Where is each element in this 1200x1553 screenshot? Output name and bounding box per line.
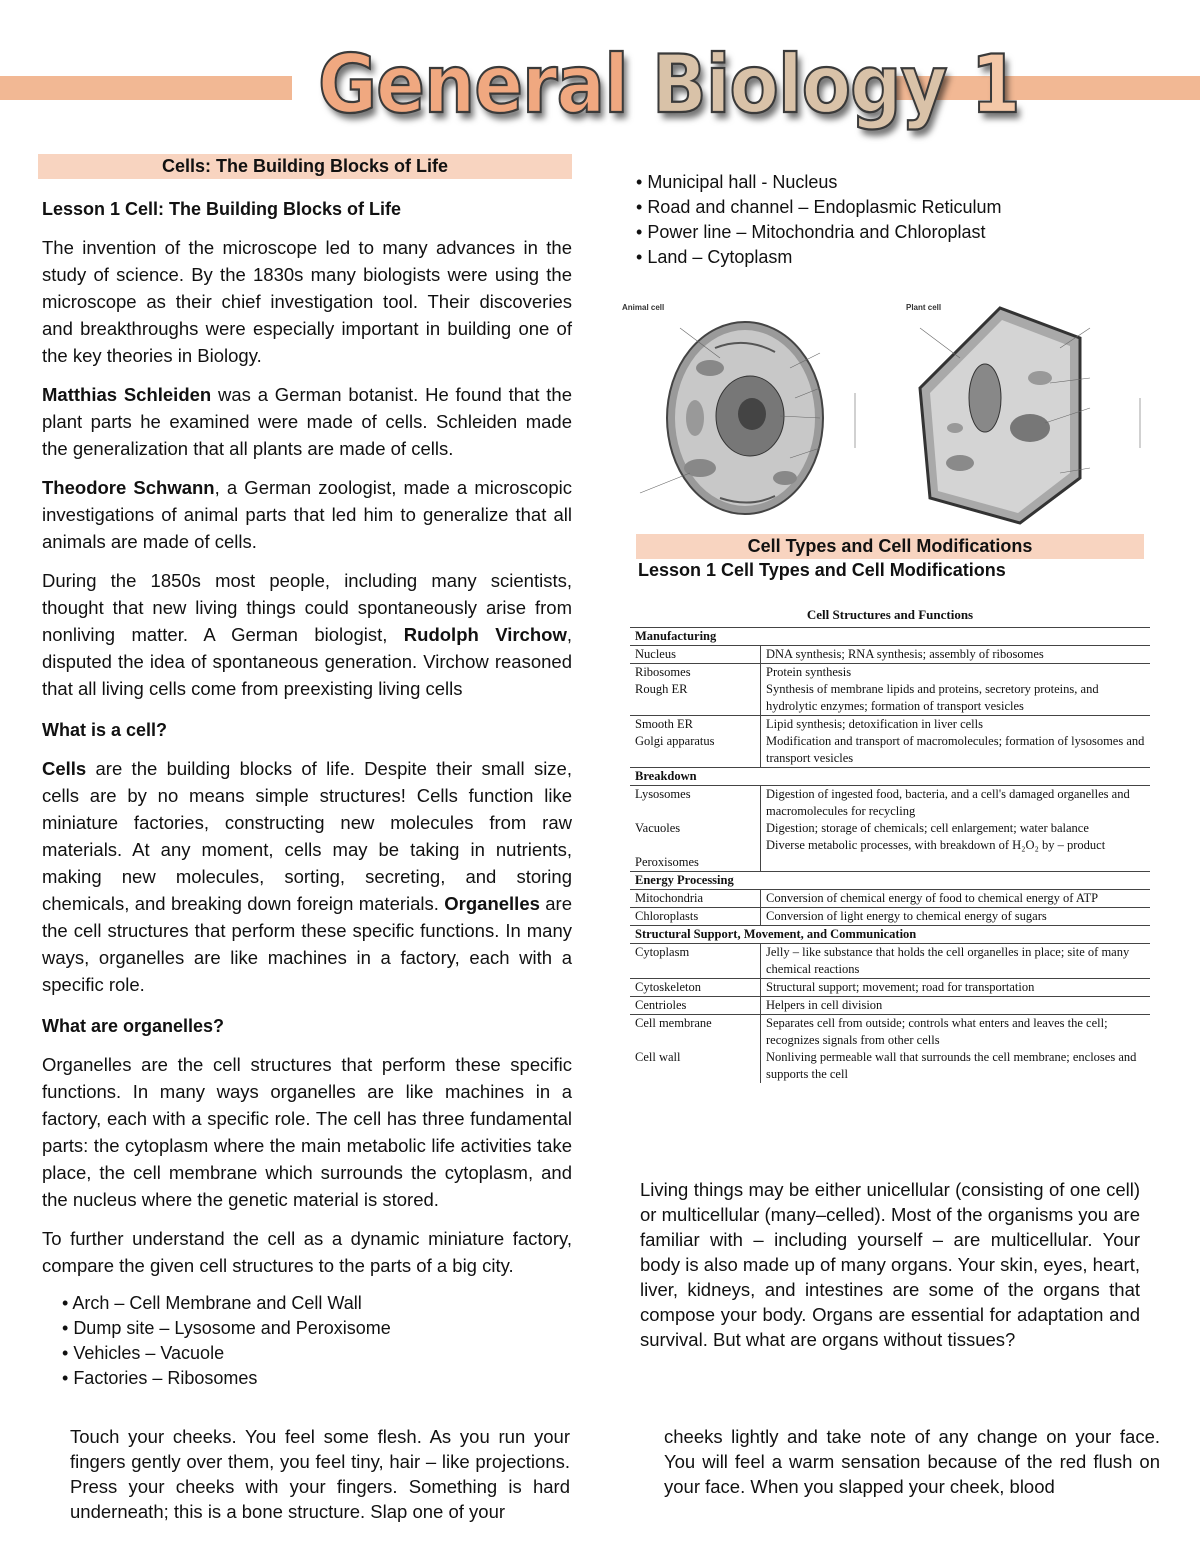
cell-diagrams xyxy=(620,298,1150,530)
animal-cell-label: Animal cell xyxy=(622,303,665,312)
table-group-row xyxy=(630,872,1150,890)
table-cell-function: Jelly – like substance that holds the cell organelles in place; site of many chemical reactions xyxy=(766,945,1130,976)
text-schwann: , a German zoologist, made a microscopic investigations of animal parts that led him to generalize that all animals are made of cells. xyxy=(42,477,572,552)
lesson-title: Lesson 1 Cell: The Building Blocks of Life xyxy=(42,199,402,219)
list-item: • Arch – Cell Membrane and Cell Wall xyxy=(62,1291,572,1316)
section-title-2: Cell Types and Cell Modifications xyxy=(636,534,1144,559)
paragraph-cheeks: cheeks lightly and take note of any change on your face. You will feel a warm sensation because of the red flush on your face. When you slapped your cheek, blood xyxy=(664,1426,1160,1497)
animal-cell-illustration xyxy=(667,322,823,514)
table-group-row xyxy=(630,628,1150,646)
table-row xyxy=(630,890,1150,908)
cell-structures-table xyxy=(630,602,1150,1083)
paragraph-organelles: Organelles are the cell structures that perform these specific functions. In many ways organelles are like machines in a factory, each with a specific role. The cell has three fundamental parts: the cytoplasm where the main metabolic life activities take place, the cell membrane which surrounds the cytoplasm, and the nucleus where the genetic material is stored. xyxy=(42,1054,572,1210)
table-cell-function: Helpers in cell division xyxy=(761,997,1151,1015)
term-organelles: Organelles xyxy=(444,893,540,914)
city-list-right xyxy=(636,170,1156,270)
heading-what-is-cell: What is a cell? xyxy=(42,720,168,740)
paragraph-microscope: The invention of the microscope led to many advances in the study of science. By the 1830s many biologists were using the microscope as their chief investigation tool. Their discoveries and breakthroughs were especially important in building one of the key theories in Biology. xyxy=(42,237,572,366)
text-cells-b: are the cell structures that perform these specific functions. In many ways, organelles are like machines in a factory, each with a specific role. xyxy=(42,893,572,995)
section-title: Cells: The Building Blocks of Life xyxy=(38,154,572,179)
list-item: • Factories – Ribosomes xyxy=(62,1366,572,1391)
paragraph-virchow xyxy=(42,567,572,702)
heading-what-are-organelles: What are organelles? xyxy=(42,1016,225,1036)
table-row xyxy=(630,664,1150,716)
text-virchow-b: , disputed the idea of spontaneous generation. Virchow reasoned that all living cells come from preexisting living cells xyxy=(42,624,572,699)
table-cell-structure: Smooth ER Golgi apparatus xyxy=(630,716,761,768)
table-row xyxy=(630,716,1150,768)
table-cell-function: Structural support; movement; road for transportation xyxy=(761,979,1151,997)
table-row xyxy=(630,979,1150,997)
table-row xyxy=(630,646,1150,664)
title-word-3: 1 xyxy=(970,36,1020,132)
list-item: • Land – Cytoplasm xyxy=(636,245,1156,270)
table-cell-function: Protein synthesis Synthesis of membrane lipids and proteins, secretory proteins, and hydrolytic enzymes; formation of transport vesicles xyxy=(761,664,1151,716)
list-item: • Dump site – Lysosome and Peroxisome xyxy=(62,1316,572,1341)
header-bar-left xyxy=(0,76,292,100)
text-cells-a: are the building blocks of life. Despite their small size, cells are by no means simple structures! Cells function like miniature factories, constructing new molecules from raw materials. At any moment, cells may be taking in nutrients, making new molecules, sorting, secreting, and storing chemicals, and breaking down foreign materials. xyxy=(42,758,572,914)
title-word-1: General xyxy=(318,36,628,132)
table-row xyxy=(630,1015,1150,1084)
table-row xyxy=(630,997,1150,1015)
table-cell-structure: Lysosomes Vacuoles Peroxisomes xyxy=(630,786,761,872)
name-schwann: Theodore Schwann xyxy=(42,477,215,498)
paragraph-living: Living things may be either unicellular (consisting of one cell) or multicellular (many–celled). Most of the organisms you are familiar with – including yourself – are multicellular. Your body is also made up of many organs. Your skin, eyes, heart, liver, kidneys, and intestines are some of the organs that compose your body. Organs are essential for adaptation and survival. But what are organs without tissues? xyxy=(640,1179,1140,1350)
table-row xyxy=(630,908,1150,926)
left-column xyxy=(42,154,572,1391)
table-cell-structure: Chloroplasts xyxy=(630,908,761,926)
table-cell-structure: Nucleus xyxy=(630,646,761,664)
list-item: • Vehicles – Vacuole xyxy=(62,1341,572,1366)
list-item: • Municipal hall - Nucleus xyxy=(636,170,1156,195)
table-caption: Cell Structures and Functions xyxy=(630,602,1150,628)
list-item: • Road and channel – Endoplasmic Reticulum xyxy=(636,195,1156,220)
living-block xyxy=(640,1177,1140,1352)
table-group-row xyxy=(630,926,1150,944)
term-cells: Cells xyxy=(42,758,87,779)
text-virchow-a: During the 1850s most people, including many scientists, thought that new living things could spontaneously arise from nonliving matter. A German biologist, xyxy=(42,570,572,645)
name-virchow: Rudolph Virchow xyxy=(403,624,567,645)
table-cell-function: DNA synthesis; RNA synthesis; assembly of ribosomes xyxy=(766,647,1044,661)
page-title xyxy=(318,28,1020,140)
table-cell-structure: Ribosomes Rough ER xyxy=(630,664,761,716)
paragraph-schleiden xyxy=(42,381,572,462)
paragraph-city: To further understand the cell as a dynamic miniature factory, compare the given cell structures to the parts of a big city. xyxy=(42,1228,572,1276)
table-cell-function: Lipid synthesis; detoxification in liver cells Modification and transport of macromolecules; formation of lysosomes and transport vesicles xyxy=(761,716,1151,768)
table-cell-structure: Centrioles xyxy=(630,997,761,1015)
table-cell-function: Separates cell from outside; controls what enters and leaves the cell; recognizes signals from other cells Nonliving permeable wall that surrounds the cell membrane; encloses and supports the cell xyxy=(761,1015,1151,1084)
touch-block xyxy=(70,1424,570,1524)
table-cell-function: Digestion of ingested food, bacteria, and a cell's damaged organelles and macromolecules for recycling Digestion; storage of chemicals; cell enlargement; water balance Diverse metabolic processes, with breakdown of H₂O₂ by – product xyxy=(766,787,1130,852)
plant-cell-label: Plant cell xyxy=(906,303,942,312)
paragraph-cells xyxy=(42,755,572,998)
cheeks-block xyxy=(664,1424,1160,1499)
list-item: • Power line – Mitochondria and Chloroplast xyxy=(636,220,1156,245)
title-word-2: Biology xyxy=(651,36,947,132)
table-row xyxy=(630,786,1150,872)
table-group-name: Manufacturing xyxy=(630,628,1150,646)
city-list-left xyxy=(62,1291,572,1391)
paragraph-schwann xyxy=(42,474,572,555)
lesson-title-2: Lesson 1 Cell Types and Cell Modifications xyxy=(638,560,1006,580)
table-cell-structure: Cytoplasm xyxy=(630,944,761,979)
plant-cell-illustration xyxy=(920,308,1080,523)
table-cell-function: Conversion of chemical energy of food to chemical energy of ATP xyxy=(766,891,1099,905)
table-body xyxy=(630,628,1150,1084)
table-cell-function: Conversion of light energy to chemical energy of sugars xyxy=(761,908,1151,926)
table-group-name: Energy Processing xyxy=(630,872,1150,890)
table-group-name: Structural Support, Movement, and Communication xyxy=(630,926,1150,944)
table-cell-structure: Cytoskeleton xyxy=(630,979,761,997)
table-cell-structure: Cell membrane Cell wall xyxy=(630,1015,761,1084)
text-schleiden: was a German botanist. He found that the plant parts he examined were made of cells. Schleiden made the generalization that all plants are made of cells. xyxy=(42,384,572,459)
paragraph-touch: Touch your cheeks. You feel some flesh. As you run your fingers gently over them, you feel tiny, hair – like projections. Press your cheeks with your fingers. Something is hard underneath; this is a bone structure. Slap one of your xyxy=(70,1426,570,1522)
table-cell-structure: Mitochondria xyxy=(630,890,761,908)
table-group-name: Breakdown xyxy=(630,768,1150,786)
table-row xyxy=(630,944,1150,979)
name-schleiden: Matthias Schleiden xyxy=(42,384,212,405)
right-column xyxy=(636,170,1156,270)
table-group-row xyxy=(630,768,1150,786)
